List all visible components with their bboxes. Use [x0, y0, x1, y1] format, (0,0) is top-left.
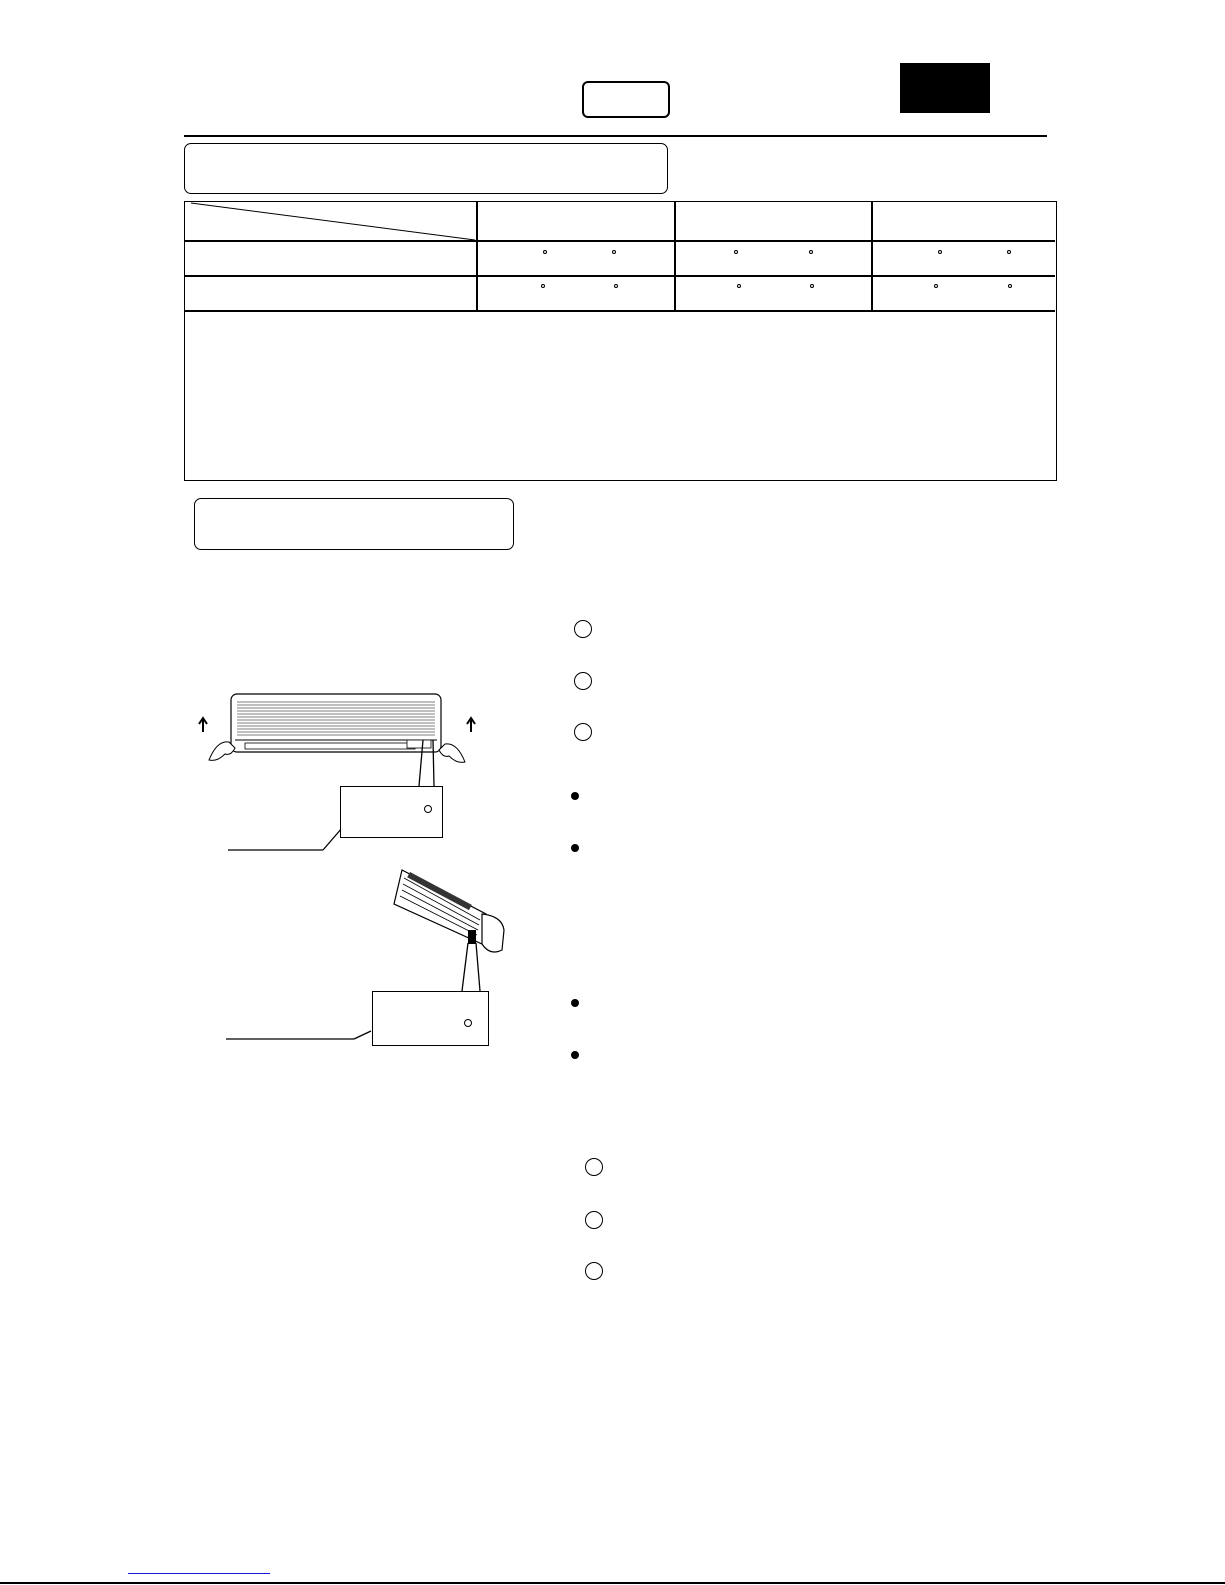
step-number-circle — [574, 723, 592, 741]
degree-mark — [734, 250, 738, 254]
chapter-tab — [900, 63, 990, 113]
bullet-dot — [571, 792, 579, 800]
step-number-circle — [574, 620, 592, 638]
table-corner-diagonal — [185, 202, 478, 242]
spec-table — [184, 201, 1057, 481]
degree-mark — [612, 250, 616, 254]
bullet-dot — [571, 999, 579, 1007]
table-rule — [185, 240, 1055, 242]
bullet-dot — [571, 844, 579, 852]
page-number-box — [582, 81, 670, 118]
table-rule — [185, 310, 1055, 312]
bullet-dot — [571, 1051, 579, 1059]
table-rule — [871, 202, 873, 310]
degree-mark — [541, 284, 545, 288]
section-title-box-2 — [194, 498, 514, 550]
callout-box-1 — [340, 786, 443, 838]
degree-mark — [810, 284, 814, 288]
table-rule — [185, 275, 1055, 277]
small-circle — [424, 805, 432, 813]
degree-mark — [614, 284, 618, 288]
header-rule — [184, 135, 1047, 137]
section-title-box-1 — [184, 143, 668, 194]
table-rule — [674, 202, 676, 310]
step-number-circle — [585, 1211, 603, 1229]
degree-mark — [1008, 284, 1012, 288]
degree-mark — [809, 250, 813, 254]
degree-mark — [737, 284, 741, 288]
footer-link-underline[interactable] — [128, 1573, 270, 1574]
degree-mark — [1007, 250, 1011, 254]
degree-mark — [938, 250, 942, 254]
step-number-circle — [585, 1262, 603, 1280]
step-number-circle — [574, 672, 592, 690]
callout-box-2 — [372, 991, 489, 1046]
footer-rule — [0, 1582, 1225, 1584]
step-number-circle — [585, 1158, 603, 1176]
table-rule — [476, 202, 478, 310]
degree-mark — [934, 284, 938, 288]
small-circle — [464, 1019, 472, 1027]
degree-mark — [543, 250, 547, 254]
